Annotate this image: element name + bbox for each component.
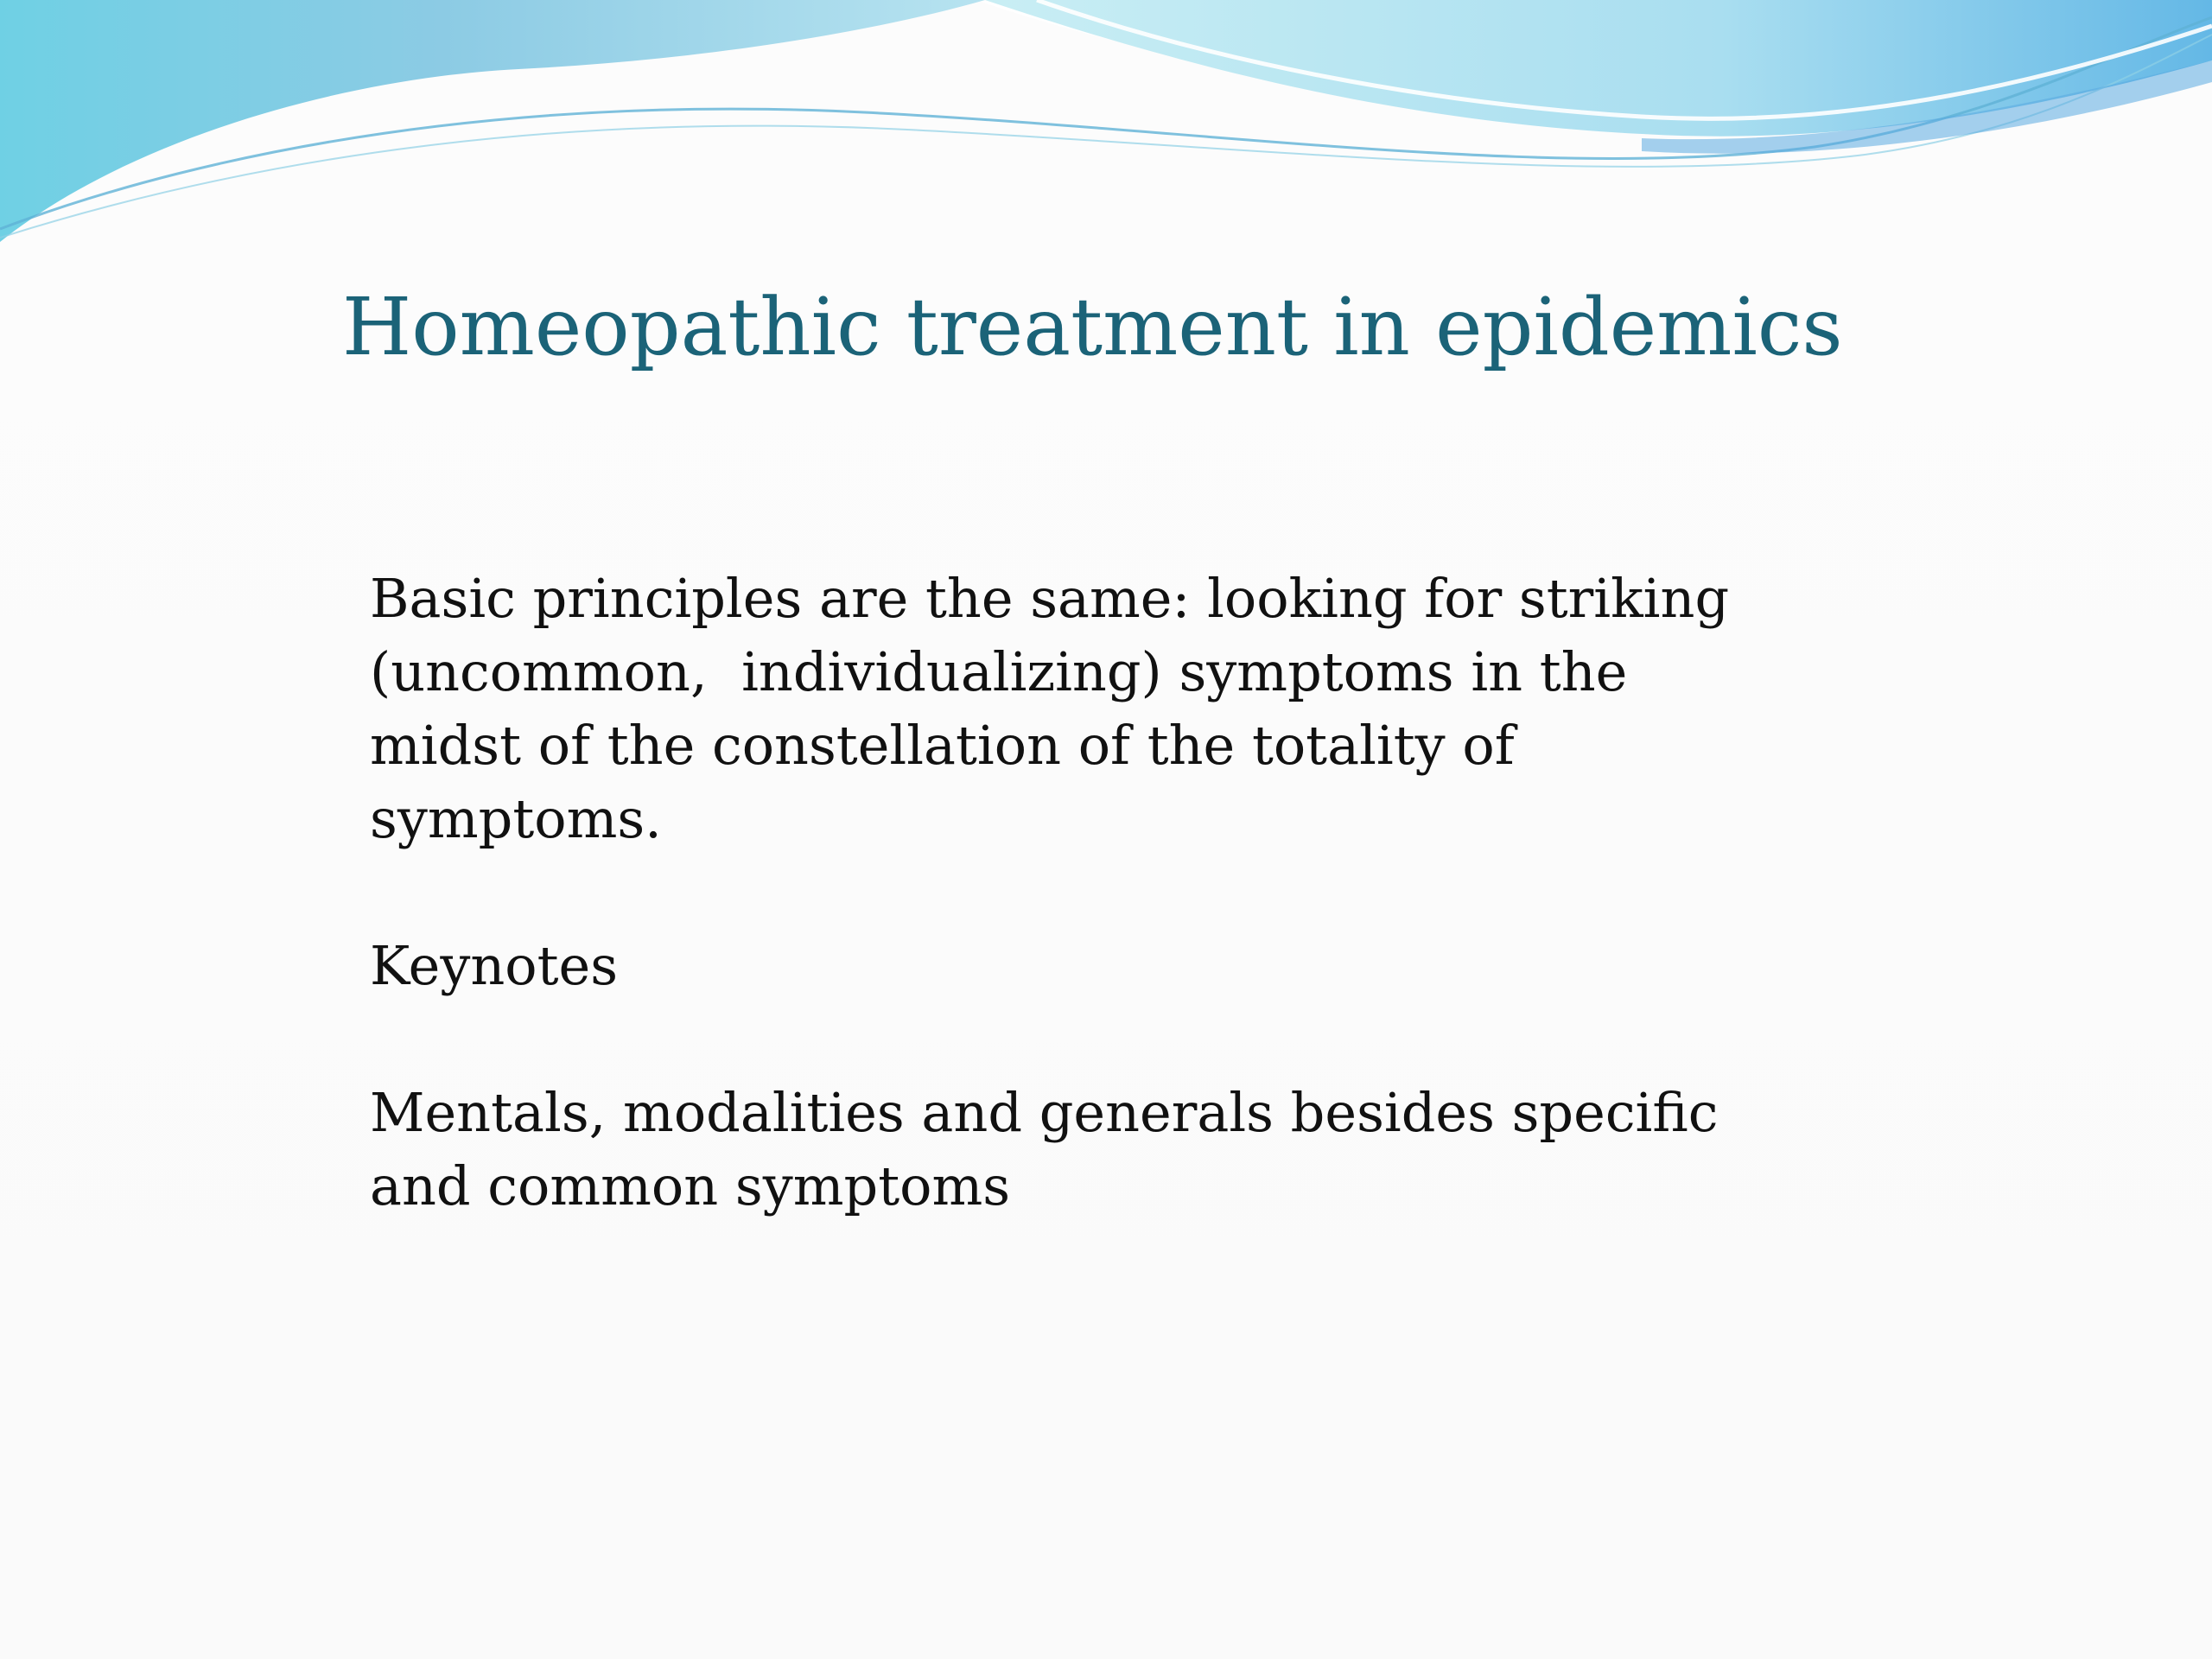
slide-body — [370, 562, 1770, 1296]
wave-banner-decoration — [0, 0, 2212, 259]
slide-title: Homeopathic treatment in epidemics — [342, 281, 1843, 373]
body-paragraph-principles: Basic principles are the same: looking for striking (uncommon, individualizing) symptoms in the midst of the constellation of the totality of symptoms. — [370, 567, 1746, 850]
body-paragraph-keynotes: Keynotes — [370, 934, 619, 997]
body-paragraph-mentals: Mentals, modalities and generals besides specific and common symptoms — [370, 1081, 1736, 1217]
